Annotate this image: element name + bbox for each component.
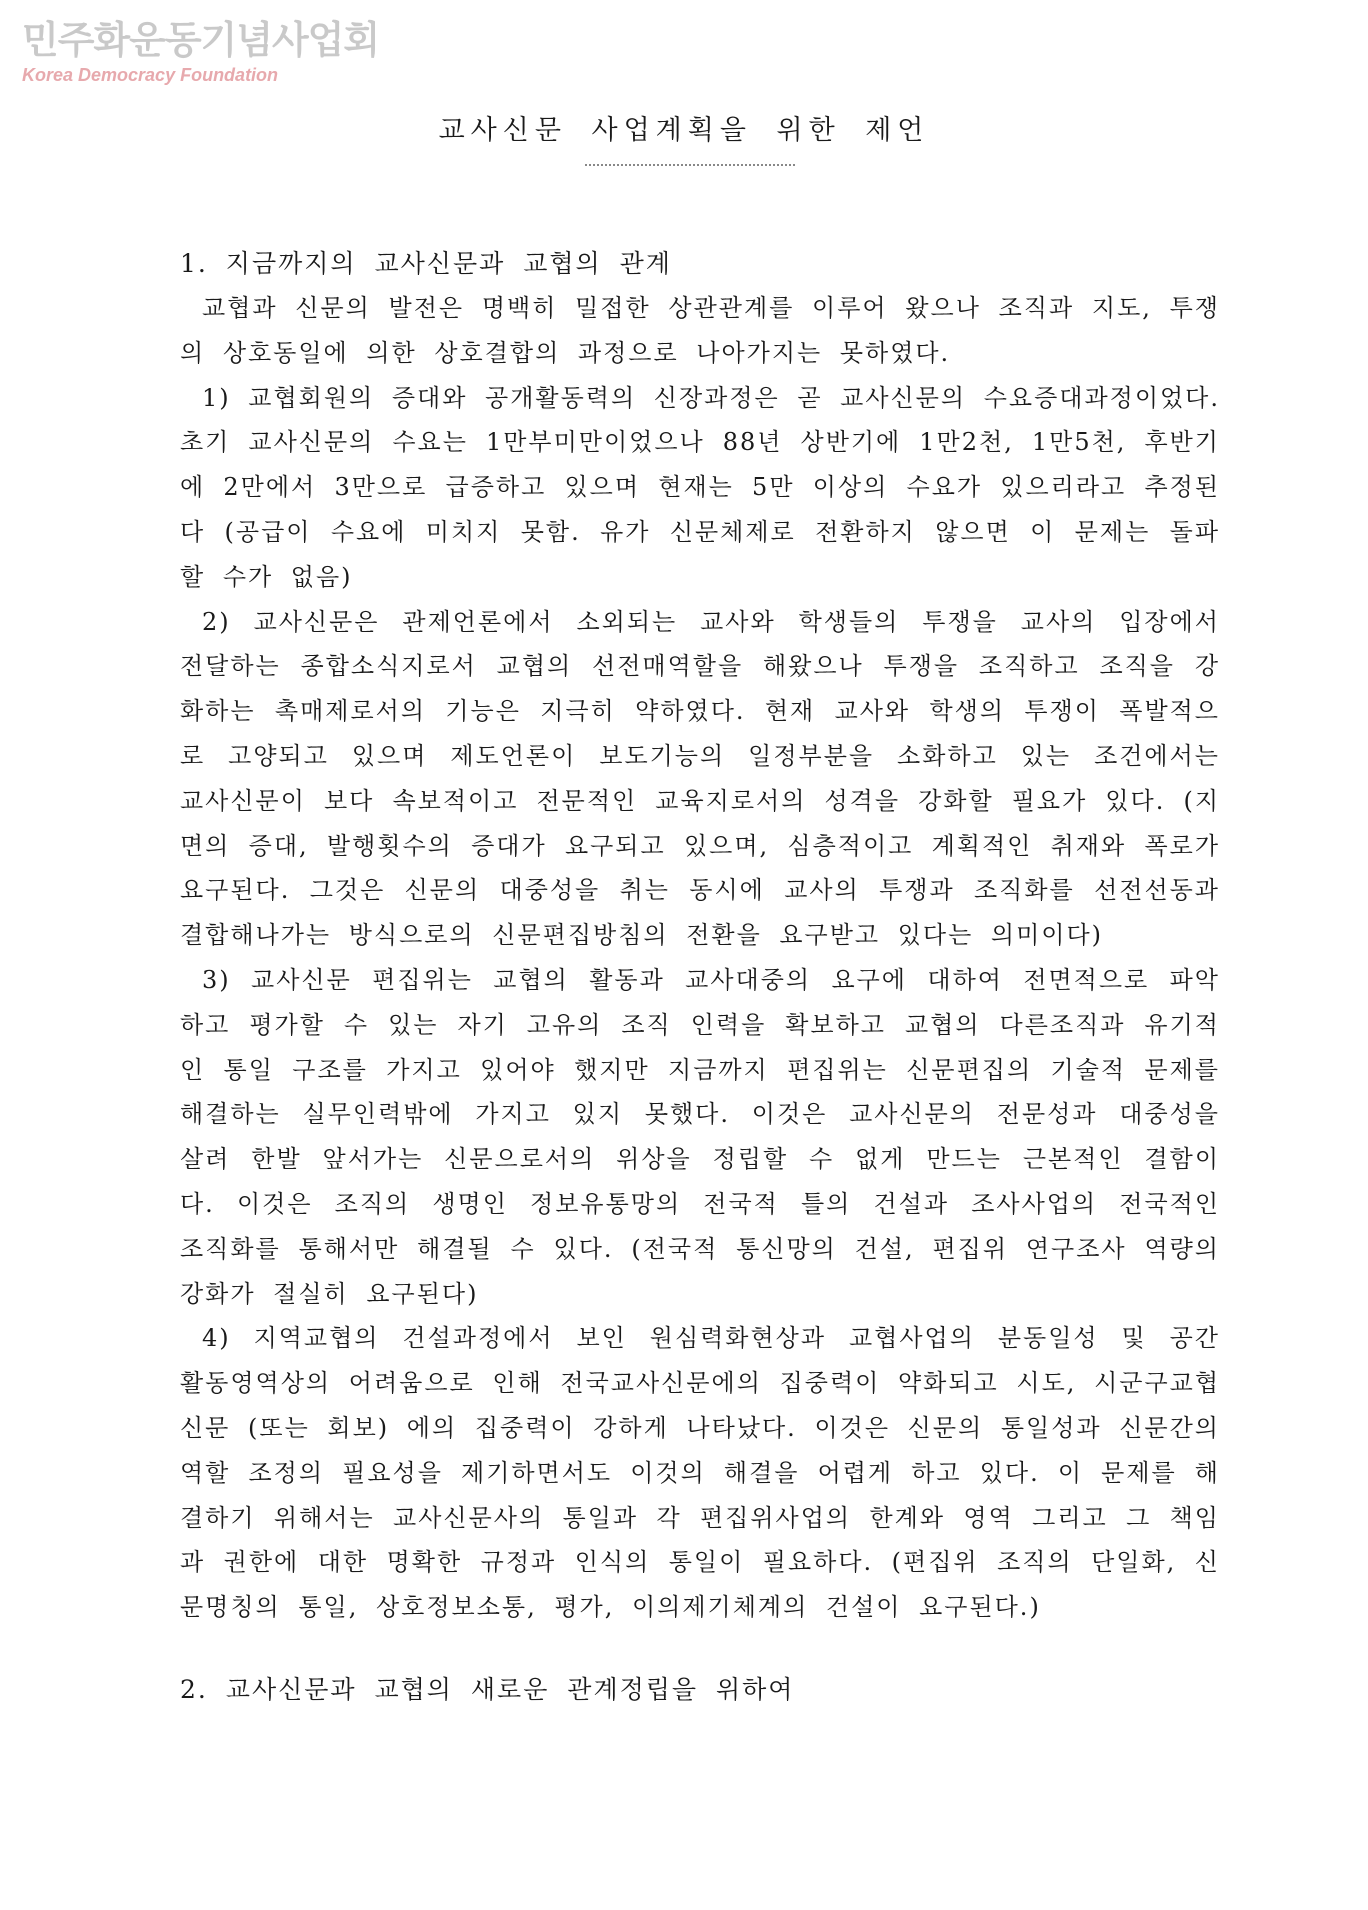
paragraph-item-1: 1) 교협회원의 증대와 공개활동력의 신장과정은 곧 교사신문의 수요증대과정이었다. 초기 교사신문의 수요는 1만부미만이었으나 88년 상반기에 1만2천, 1만5천, 후반기에 2만에서 3만으로 급증하고 있으며 현재는 5만 이상의 수요가 있으리라고 추정된다 (공급이 수요에 미치지 못함. 유가 신문체제로 전환하지 않으면 이 문제는 돌파할 수가 없음): [180, 383, 1220, 591]
paragraph-intro: 교협과 신문의 발전은 명백히 밀접한 상관관계를 이루어 왔으나 조직과 지도, 투쟁의 상호동일에 의한 상호결합의 과정으로 나아가지는 못하였다.: [180, 294, 1220, 367]
section-heading: 1. 지금까지의 교사신문과 교협의 관계: [180, 249, 672, 278]
paragraph-item-2: 2) 교사신문은 관제언론에서 소외되는 교사와 학생들의 투쟁을 교사의 입장에서 전달하는 종합소식지로서 교협의 선전매역할을 해왔으나 투쟁을 조직하고 조직을 강화하는 촉매제로서의 기능은 지극히 약하였다. 현재 교사와 학생의 투쟁이 폭발적으로 고양되고 있으며 제도언론이 보도기능의 일정부분을 소화하고 있는 조건에서는 교사신문이 보다 속보적이고 전문적인 교육지로서의 성격을 강화할 필요가 있다. (지면의 증대, 발행횟수의 증대가 요구되고 있으며, 심층적이고 계획적인 취재와 폭로가 요구된다. 그것은 신문의 대중성을 취는 동시에 교사의 투쟁과 조직화를 선전선동과 결합해나가는 방식으로의 신문편집방침의 전환을 요구받고 있다는 의미이다): [180, 607, 1220, 950]
document-body: [180, 242, 1220, 1712]
section-heading: 2. 교사신문과 교협의 새로운 관계정립을 위하여: [180, 1674, 795, 1704]
watermark-english-text: Korea Democracy Foundation: [22, 65, 279, 85]
section-1: [180, 242, 1220, 1630]
paragraph-item-3: 3) 교사신문 편집위는 교협의 활동과 교사대중의 요구에 대하여 전면적으로 파악하고 평가할 수 있는 자기 고유의 조직 인력을 확보하고 교협의 다른조직과 유기적인 통일 구조를 가지고 있어야 했지만 지금까지 편집위는 신문편집의 기술적 문제를 해결하는 실무인력밖에 가지고 있지 못했다. 이것은 교사신문의 전문성과 대중성을 살려 한발 앞서가는 신문으로서의 위상을 정립할 수 없게 만드는 근본적인 결함이다. 이것은 조직의 생명인 정보유통망의 전국적 틀의 건설과 조사사업의 전국적인 조직화를 통해서만 해결될 수 있다. (전국적 통신망의 건설, 편집위 연구조사 역량의 강화가 절실히 요구된다): [180, 965, 1220, 1308]
title-underline: [585, 164, 795, 166]
watermark-korean-text: 민주화운동기념사업회: [22, 18, 380, 62]
section-2: [180, 1668, 1220, 1712]
paragraph-item-4: 4) 지역교협의 건설과정에서 보인 원심력화현상과 교협사업의 분동일성 및 공간 활동영역상의 어려움으로 인해 전국교사신문에의 집중력이 약화되고 시도, 시군구교협신문 (또는 회보) 에의 집중력이 강하게 나타났다. 이것은 신문의 통일성과 신문간의 역할 조정의 필요성을 제기하면서도 이것의 해결을 어렵게 하고 있다. 이 문제를 해결하기 위해서는 교사신문사의 통일과 각 편집위사업의 한계와 영역 그리고 그 책임과 권한에 대한 명확한 규정과 인식의 통일이 필요하다. (편집위 조직의 단일화, 신문명칭의 통일, 상호정보소통, 평가, 이의제기체계의 건설이 요구된다.): [180, 1324, 1220, 1622]
watermark: [22, 18, 379, 86]
document-title: 교사신문 사업계획을 위한 제언: [438, 115, 930, 146]
